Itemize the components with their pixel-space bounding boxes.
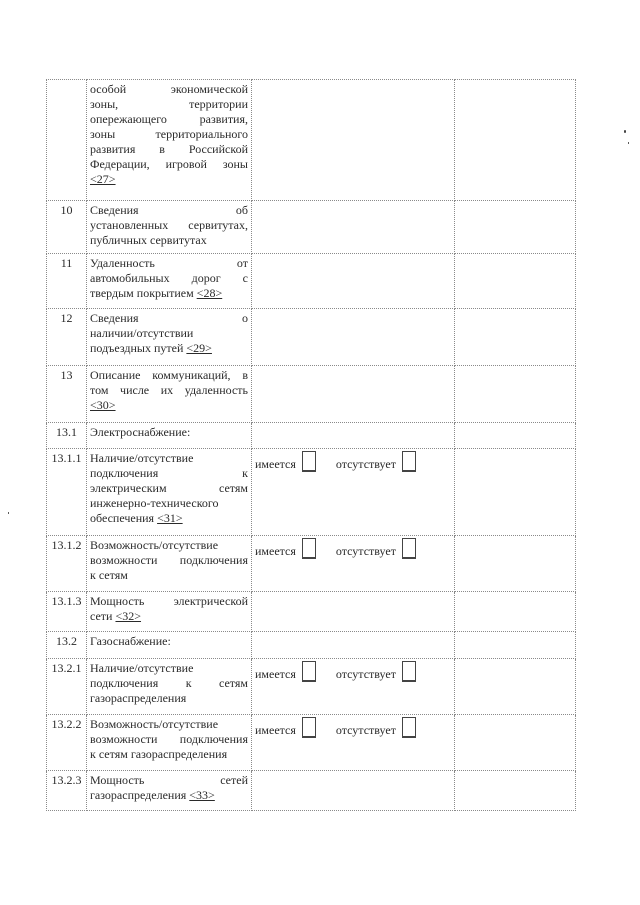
table-row bbox=[47, 449, 576, 536]
yes-no-choice bbox=[255, 538, 451, 559]
row-number: 13.1 bbox=[47, 423, 87, 449]
row-number: 12 bbox=[47, 309, 87, 366]
yes-checkbox[interactable] bbox=[302, 661, 316, 682]
row-description: Электроснабжение: bbox=[87, 423, 252, 449]
value-cell[interactable] bbox=[252, 632, 455, 659]
scan-speck bbox=[8, 512, 9, 514]
no-checkbox[interactable] bbox=[402, 538, 416, 559]
row-number: 11 bbox=[47, 254, 87, 309]
option-no-label: отсутствует bbox=[335, 544, 396, 558]
row-number: 13.1.1 bbox=[47, 449, 87, 536]
row-description: Сведения об установленных сервитутах, публичных сервитутах bbox=[87, 201, 252, 254]
yes-no-choice bbox=[255, 451, 451, 472]
row-description: особой экономической зоны, территории опережающего развития, зоны территориального развития в Российской Федерации, игровой зоны <27> bbox=[87, 80, 252, 201]
no-checkbox[interactable] bbox=[402, 451, 416, 472]
option-no-label: отсутствует bbox=[335, 723, 396, 737]
value-cell bbox=[252, 715, 455, 771]
value-cell bbox=[252, 449, 455, 536]
yes-no-choice bbox=[255, 661, 451, 682]
option-yes-label: имеется bbox=[255, 723, 296, 737]
table-row bbox=[47, 80, 576, 201]
row-description: Наличие/отсутствие подключения к сетям газораспределения bbox=[87, 659, 252, 715]
table-row bbox=[47, 771, 576, 811]
yes-no-choice bbox=[255, 717, 451, 738]
footnote-link[interactable]: <27> bbox=[90, 172, 116, 186]
table-row bbox=[47, 592, 576, 632]
table-row bbox=[47, 201, 576, 254]
value-cell[interactable] bbox=[252, 592, 455, 632]
option-yes-label: имеется bbox=[255, 544, 296, 558]
footnote-link[interactable]: <33> bbox=[189, 788, 215, 802]
row-number: 13.1.3 bbox=[47, 592, 87, 632]
table-row bbox=[47, 659, 576, 715]
table-row bbox=[47, 536, 576, 592]
row-number: 13.2.2 bbox=[47, 715, 87, 771]
extra-cell bbox=[455, 201, 576, 254]
value-cell bbox=[252, 536, 455, 592]
option-no-label: отсутствует bbox=[335, 457, 396, 471]
extra-cell bbox=[455, 536, 576, 592]
extra-cell bbox=[455, 659, 576, 715]
value-cell[interactable] bbox=[252, 366, 455, 423]
row-description: Наличие/отсутствие подключения к электрическим сетям инженерно-технического обеспечения <31> bbox=[87, 449, 252, 536]
extra-cell bbox=[455, 80, 576, 201]
row-description: Возможность/отсутствие возможности подключения к сетям bbox=[87, 536, 252, 592]
extra-cell bbox=[455, 449, 576, 536]
no-checkbox[interactable] bbox=[402, 661, 416, 682]
scan-speck bbox=[624, 130, 626, 133]
yes-checkbox[interactable] bbox=[302, 451, 316, 472]
table-row bbox=[47, 254, 576, 309]
table-row bbox=[47, 632, 576, 659]
row-description: Удаленность от автомобильных дорог с твердым покрытием <28> bbox=[87, 254, 252, 309]
extra-cell bbox=[455, 309, 576, 366]
option-yes-label: имеется bbox=[255, 667, 296, 681]
row-description: Мощность электрической сети <32> bbox=[87, 592, 252, 632]
row-description: Описание коммуникаций, в том числе их удаленность <30> bbox=[87, 366, 252, 423]
table-row bbox=[47, 366, 576, 423]
land-plot-info-table bbox=[46, 79, 576, 811]
extra-cell bbox=[455, 715, 576, 771]
value-cell[interactable] bbox=[252, 771, 455, 811]
footnote-link[interactable]: <28> bbox=[196, 286, 223, 300]
row-description: Возможность/отсутствие возможности подключения к сетям газораспределения bbox=[87, 715, 252, 771]
option-no-label: отсутствует bbox=[335, 667, 396, 681]
row-description: Мощность сетей газораспределения <33> bbox=[87, 771, 252, 811]
row-number: 10 bbox=[47, 201, 87, 254]
footnote-link[interactable]: <29> bbox=[186, 341, 212, 355]
value-cell bbox=[252, 659, 455, 715]
extra-cell bbox=[455, 423, 576, 449]
value-cell[interactable] bbox=[252, 80, 455, 201]
extra-cell bbox=[455, 592, 576, 632]
row-number: 13 bbox=[47, 366, 87, 423]
extra-cell bbox=[455, 771, 576, 811]
extra-cell bbox=[455, 632, 576, 659]
row-number: 13.2 bbox=[47, 632, 87, 659]
yes-checkbox[interactable] bbox=[302, 538, 316, 559]
footnote-link[interactable]: <32> bbox=[115, 609, 142, 623]
row-description: Сведения о наличии/отсутствии подъездных путей <29> bbox=[87, 309, 252, 366]
row-number bbox=[47, 80, 87, 201]
row-number: 13.2.1 bbox=[47, 659, 87, 715]
table-row bbox=[47, 309, 576, 366]
row-description: Газоснабжение: bbox=[87, 632, 252, 659]
extra-cell bbox=[455, 254, 576, 309]
footnote-link[interactable]: <31> bbox=[157, 511, 183, 525]
value-cell[interactable] bbox=[252, 254, 455, 309]
scan-speck bbox=[628, 142, 629, 144]
row-number: 13.1.2 bbox=[47, 536, 87, 592]
option-yes-label: имеется bbox=[255, 457, 296, 471]
no-checkbox[interactable] bbox=[402, 717, 416, 738]
extra-cell bbox=[455, 366, 576, 423]
value-cell[interactable] bbox=[252, 201, 455, 254]
value-cell[interactable] bbox=[252, 423, 455, 449]
yes-checkbox[interactable] bbox=[302, 717, 316, 738]
footnote-link[interactable]: <30> bbox=[90, 398, 116, 412]
row-number: 13.2.3 bbox=[47, 771, 87, 811]
table-row bbox=[47, 423, 576, 449]
value-cell[interactable] bbox=[252, 309, 455, 366]
table-row bbox=[47, 715, 576, 771]
